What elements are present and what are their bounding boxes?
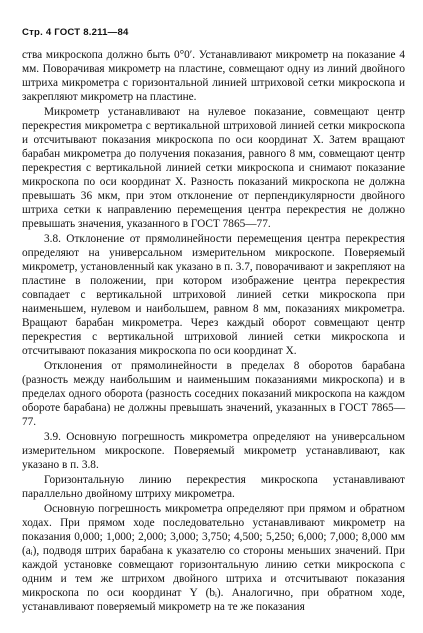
paragraph-3-9: 3.9. Основную погрешность микрометра определяют на универсальном измерительном микроскопе. Поверяемый микрометр устанавливают, как указано в п. 3.8. <box>22 431 405 471</box>
paragraph: Микрометр устанавливают на нулевое показание, совмещают центр перекрестия микрометра с вертикальной штриховой линией сетки микроскопа и отсчитывают показания микроскопа по оси координат X. Затем вращают барабан микрометра до получения показания, равного 8 мм, совмещают центр перекрестия с вертикальной линией сетки микроскопа и снимают показание микроскопа по оси координат X. Разность показаний микроскопа не должна превышать 36 мкм, при этом отклонение от перпендикулярности двойного штриха сетки к направлению перемещения центра перекрестия не должно превышать значения, указанного в ГОСТ 7865—77. <box>22 106 405 230</box>
paragraph: Основную погрешность микрометра определяют при прямом и обратном ходах. При прямом ходе последовательно устанавливают микрометр на показания 0,000; 1,000; 2,000; 3,000; 3,750; 4,500; 5,250; 6,000; 7,000; 8,000 мм (aᵢ), подводя штрих барабана к указателю со стороны меньших значений. При каждой установке совмещают горизонтальную линию сетки микроскопа с одним и тем же штрихом двойного штриха и отсчитывают показания микроскопа по оси координат Y (bᵢ). Аналогично, при обратном ходе, устанавливают поверяемый микрометр на те же показания <box>22 503 405 613</box>
paragraph: Горизонтальную линию перекрестия микроскопа устанавливают параллельно двойному штриху микрометра. <box>22 474 405 500</box>
page-header: Стр. 4 ГОСТ 8.211—84 <box>22 27 129 38</box>
paragraph-3-8: 3.8. Отклонение от прямолинейности перемещения центра перекрестия определяют на универсальном измерительном микроскопе. Поверяемый микрометр, установленный как указано в п. 3.7, поворачивают и закрепляют на пластине в положении, при котором изображение центра перекрестия совпадает с вертикальной штриховой линией сетки микроскопа при наименьшем, нулевом и наибольшем, равном 8 мм, показаниях микрометра. Вращают барабан микрометра. Через каждый оборот совмещают центр перекрестия с вертикальной штриховой линией сетки микроскопа и отсчитывают показания микроскопа по оси координат X. <box>22 233 405 357</box>
document-body <box>22 48 405 614</box>
paragraph: Отклонения от прямолинейности в пределах 8 оборотов барабана (разность между наибольшим и наименьшим показаниями микроскопа) и в пределах одного оборота (разность соседних показаний микроскопа на каждом обороте барабана) не должны превышать значений, указанных в ГОСТ 7865—77. <box>22 360 405 428</box>
paragraph-continued: ства микроскопа должно быть 0°0′. Устанавливают микрометр на показание 4 мм. Поворачивая микрометр на пластине, совмещают одну из линий двойного штриха микрометра с горизонтальной линией штриховой сетки микроскопа и закрепляют микрометр на пластине. <box>22 49 405 103</box>
